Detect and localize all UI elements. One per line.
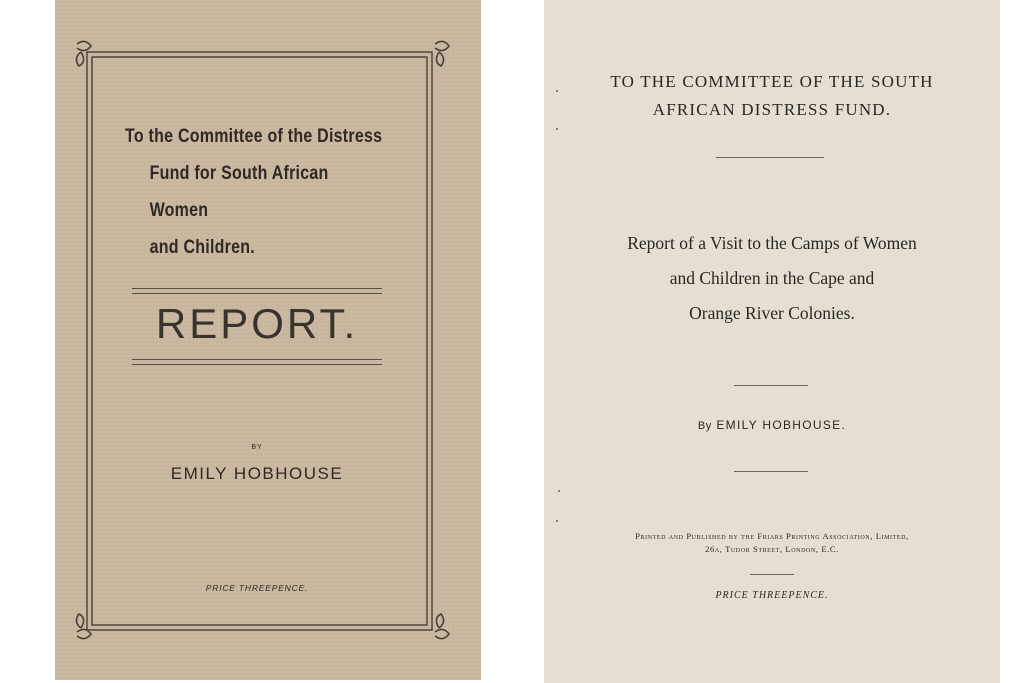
double-rule xyxy=(132,359,382,365)
divider-rule xyxy=(750,574,794,575)
paper-speck xyxy=(556,128,558,130)
report-title: REPORT. xyxy=(155,300,359,347)
cover-by-label: BY xyxy=(251,444,263,451)
divider-rule xyxy=(716,157,824,158)
printer-line: Printed and Published by the Friars Printing Association, Limited, xyxy=(635,531,909,541)
paper-speck xyxy=(556,520,558,522)
title-page-author: EMILY HOBHOUSE. xyxy=(716,418,847,432)
cover-heading-line: To the Committee of the Distress xyxy=(125,125,383,147)
divider-rule xyxy=(734,471,808,472)
title-page-author-line xyxy=(544,418,1000,432)
subtitle-line: Orange River Colonies. xyxy=(689,303,855,323)
title-page-heading xyxy=(544,68,1000,124)
divider-rule xyxy=(734,385,808,386)
title-page-price: PRICE THREEPENCE. xyxy=(715,590,829,601)
printer-imprint xyxy=(544,530,1000,556)
cover-heading xyxy=(125,118,387,266)
cover-page xyxy=(55,0,481,680)
title-page xyxy=(544,0,1000,683)
paper-speck xyxy=(558,490,560,492)
report-subtitle xyxy=(544,226,1000,331)
cover-author: EMILY HOBHOUSE xyxy=(170,464,344,483)
cover-heading-line: Fund for South African Women xyxy=(149,162,329,221)
title-page-by-label: By xyxy=(697,420,712,432)
title-page-heading-line: AFRICAN DISTRESS FUND. xyxy=(652,100,892,119)
subtitle-line: and Children in the Cape and xyxy=(669,268,875,288)
cover-price: PRICE THREEPENCE. xyxy=(205,583,309,593)
printer-line: 26a, Tudor Street, London, E.C. xyxy=(705,544,839,554)
double-rule xyxy=(132,288,382,294)
cover-heading-line: and Children. xyxy=(149,236,255,258)
title-page-heading-line: TO THE COMMITTEE OF THE SOUTH xyxy=(610,72,934,91)
subtitle-line: Report of a Visit to the Camps of Women xyxy=(627,233,917,253)
